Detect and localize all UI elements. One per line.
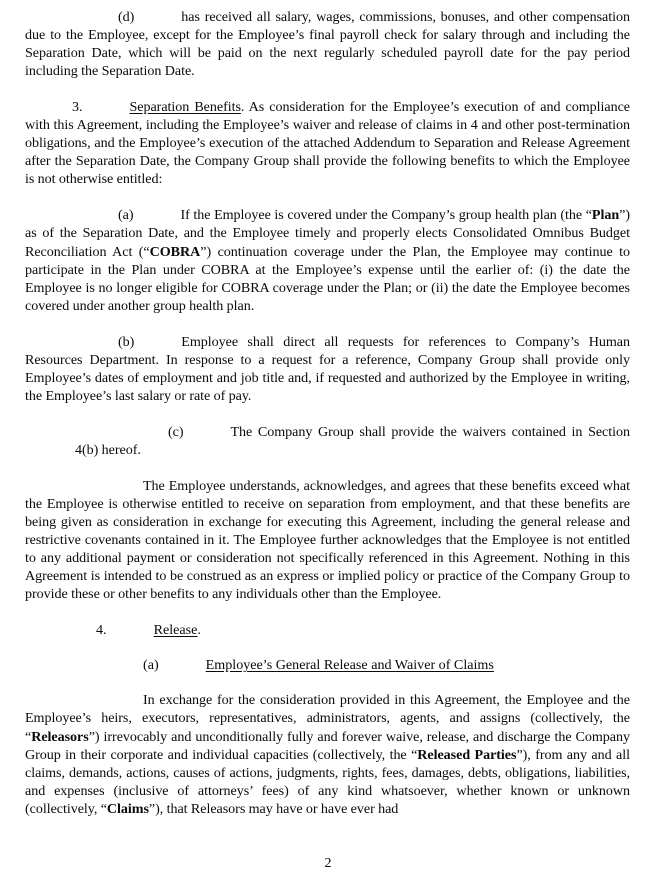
clause-3a-text-2: ”) as of the Separation Date, and the Employee timely and properly elects Consolidated Omnibus Budget Reconciliation Act (“	[25, 207, 630, 260]
clause-3a-text-1: If the Employee is covered under the Company’s group health plan (the “	[180, 207, 592, 224]
benefits-acknowledgment-text: The Employee understands, acknowledges, and agrees that these benefits exceed what the Employee is otherwise entitled to receive on separation from employment, and that these benefits are being given as consideration in exchange for executing this Agreement, including the general release and restrictive covenants contained in it. The Employee further acknowledges that the Employee is not entitled to any additional payment or consideration not specifically referenced in this Agreement. Nothing in this Agreement is intended to be construed as an express or implied policy or practice of the Company Group to provide these or other benefits to any individuals other than the Employee.	[25, 477, 630, 603]
paragraph-clause-3b	[25, 333, 630, 405]
spacer	[25, 80, 630, 98]
clause-4a-heading: Employee’s General Release and Waiver of Claims	[205, 657, 494, 674]
spacer	[25, 459, 630, 477]
spacer	[25, 603, 630, 621]
paragraph-clause-3c	[25, 423, 630, 459]
paragraph-clause-4a	[25, 656, 630, 674]
clause-3b-marker: (b)	[118, 333, 135, 350]
clause-3c-marker: (c)	[168, 423, 184, 440]
clause-3a-marker: (a)	[118, 207, 134, 224]
clause-3a-term-plan: Plan	[591, 207, 620, 224]
clause-3a-text-3: ”) continuation coverage under the Plan, the Employee may continue to participate in the Plan under COBRA at the Employee’s expense until the earlier of: (i) the date the Employee is no longer eligible for COBRA coverage under the Plan; or (ii) the date the Employee becomes covered under another group health plan.	[25, 243, 630, 314]
release-body-text-1: In exchange for the consideration provided in this Agreement, the Employee and the Employee’s heirs, executors, representatives, administrators, agents, and assigns (collectively, the “	[25, 692, 630, 745]
release-body-term-released-parties: Released Parties	[417, 746, 517, 763]
release-body-term-releasors: Releasors	[31, 728, 89, 745]
release-body-term-claims: Claims	[106, 800, 149, 817]
clause-3b-text: Employee shall direct all requests for references to Company’s Human Resources Department. In response to a request for a reference, Company Group shall provide only Employee’s dates of employment and job title and, if requested and authorized by the Employee in writing, the Employee’s last salary or rate of pay.	[25, 333, 630, 404]
paragraph-release-body	[25, 691, 630, 817]
spacer	[25, 188, 630, 206]
page-number: 2	[324, 855, 332, 871]
clause-3a-term-cobra: COBRA	[149, 243, 201, 260]
section-4-heading: Release	[153, 622, 198, 639]
section-3-marker: 3.	[72, 99, 83, 116]
clause-3c-continuation: hereof.	[101, 441, 141, 458]
spacer	[25, 315, 630, 333]
section-3-heading: Separation Benefits	[129, 99, 241, 116]
section-3-heading-suffix: .	[240, 99, 245, 116]
section-4-marker: 4.	[96, 622, 107, 639]
paragraph-benefits-acknowledgment	[25, 477, 630, 603]
paragraph-clause-3a	[25, 206, 630, 314]
section-3-text: As consideration for the Employee’s execution of and compliance with this Agreement, including the Employee’s waiver and release of claims in 4 and other post-termination obligations, and the Employee’s execution of the attached Addendum to Separation and Release Agreement after the Separation Date, the Company Group shall provide the following benefits to which the Employee is not otherwise entitled:	[25, 99, 630, 188]
paragraph-section-3	[25, 98, 630, 188]
paragraph-section-4	[25, 621, 630, 639]
release-body-text-2: ”) irrevocably and unconditionally fully and forever waive, release, and discharge the Company Group in their corporate and individual capacities (collectively, the “	[25, 728, 630, 763]
release-body-text-4: ”), that Releasors may have or have ever had	[148, 800, 399, 817]
section-4-heading-suffix: .	[197, 622, 201, 639]
spacer	[25, 405, 630, 423]
release-body-text-3: ”), from any and all claims, demands, actions, causes of actions, judgments, rights, fees, damages, debts, obligations, liabilities, and expenses (inclusive of attorneys’ fees) of any kind whatsoever, whether known or unknown (collectively, “	[25, 746, 630, 817]
paragraph-clause-d	[25, 8, 630, 80]
clause-3c-text: The Company Group shall provide the waivers contained in Section 4(b)	[75, 423, 630, 458]
spacer	[25, 639, 630, 656]
clause-4a-marker: (a)	[143, 657, 159, 674]
clause-d-marker: (d)	[118, 9, 135, 25]
clause-d-text: has received all salary, wages, commissions, bonuses, and other compensation due to the Employee, except for the Employee’s final payroll check for salary through and including the Separation Date, which will be paid on the next regularly scheduled payroll date for the pay period including the Separation Date.	[25, 9, 630, 80]
spacer	[25, 674, 630, 691]
